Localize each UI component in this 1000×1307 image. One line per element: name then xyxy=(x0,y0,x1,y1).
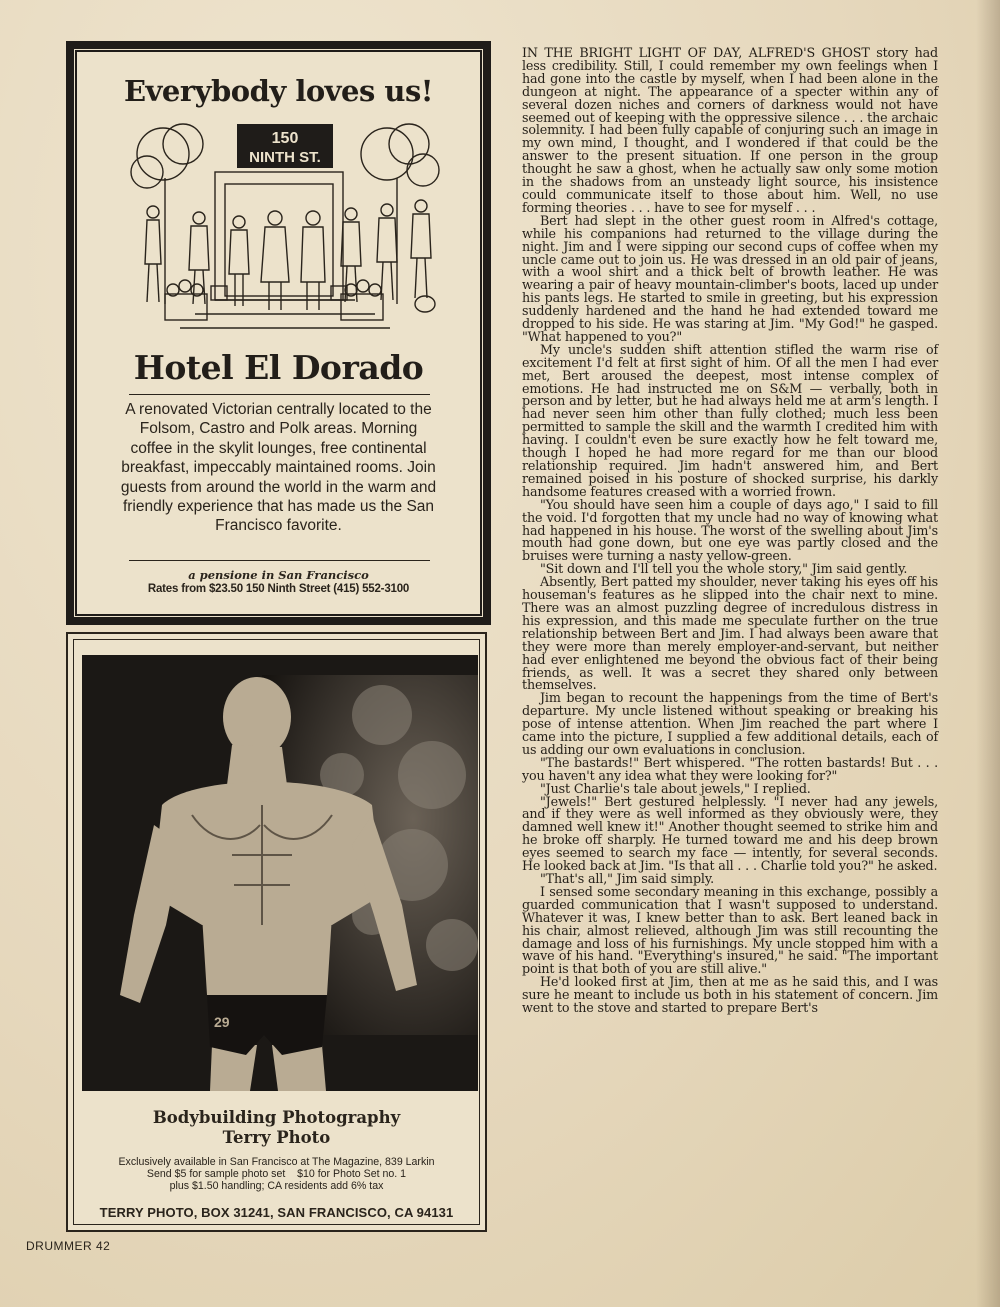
page-edge-shadow xyxy=(976,0,1000,1307)
photo-ad-frame xyxy=(73,639,480,1225)
hotel-description: A renovated Victorian centrally located to the Folsom, Castro and Polk areas. Morning coffee in the skylit lounges, free continental breakfast, impeccably maintained rooms. Join guests from around the world in the warm and friendly experience that has made us the San Francisco favorite. xyxy=(120,401,437,535)
hotel-ad-divider-lower xyxy=(129,560,430,561)
article-paragraph: "Just Charlie's tale about jewels," I replied. xyxy=(540,780,811,796)
hotel-rates: Rates from $23.50 150 Ninth Street (415) 552-3100 xyxy=(147,583,410,595)
photo-ad-info xyxy=(78,1156,475,1193)
article-paragraph: Jim began to recount the happenings from the time of Bert's departure. My uncle listened without speaking or breaking his pose of intense attention. When Jim reached the part where I came into the picture, I supplied a few additional details, each of us adding our own evaluations in conclusion. xyxy=(522,690,938,757)
article-paragraph: "That's all," Jim said simply. xyxy=(540,871,715,886)
bodybuilder-photo xyxy=(82,655,478,1091)
article-paragraph: I sensed some secondary meaning in this exchange, possibly a guarded communication that I wasn't supposed to understand. Whatever it was, I knew better than to ask. Bert leaned back in his chair, almost relieved, although Jim was still recounting the damage and loss of his furnishings. My uncle stopped him with a wave of his hand. "Everything's insured," he said. "The important point is that both of you are still alive." xyxy=(522,883,938,977)
photo-ad-address: TERRY PHOTO, BOX 31241, SAN FRANCISCO, CA 94131 xyxy=(99,1205,454,1220)
hotel-tagline: a pensione in San Francisco xyxy=(188,568,369,582)
article-paragraph: "You should have seen him a couple of days ago," I said to fill the void. I'd forgotten that my uncle had no way of knowing what had happened in his house. The worst of the swelling about Jim's mouth had gone down, but one eye was partly closed and the bruises were turning a nasty yellow-green. xyxy=(522,496,938,564)
article-paragraph: IN THE BRIGHT LIGHT OF DAY, ALFRED'S GHOST story had less credibility. Still, I could remember my own feelings when I had gone into the castle by myself, when I had been alone in the dungeon at night. The appearance of a specter within any of several dozen niches and corners of darkness would not have seemed out of keeping with the oppressive silence . . . the archaic solemnity. I had been fully capable of conjuring such an image in my own mind, I thought, and I wondered if that could be the answer to the present situation. If one person in the group thought he saw a ghost, when he actually saw only some motion in the shadows from an unsteady light source, his insistence could communicate itself to those about him. Well, no use forming theories . . . have to see for myself . . . xyxy=(522,45,938,215)
page-footer: DRUMMER 42 xyxy=(26,1239,111,1253)
article-paragraph: "Jewels!" Bert gestured helplessly. "I never had any jewels, and if they were as well informed as they obviously were, they damned well knew it!" Another thought seemed to strike him and he broke off sharply. He turned toward me and his deep brown eyes seemed to search my face — intently, for several seconds. He looked back at Jim. "Is that all . . . Charlie told you?" he asked. xyxy=(522,793,938,874)
article-paragraph: My uncle's sudden shift attention stifled the warm rise of excitement I'd felt at first sight of him. Of all the men I had ever met, Bert aroused the deepest, most intense complex of emotions. He had instructed me on S&M — verbally, both in person and by letter, but he had always held me at arm's length. I had never seen him other than fully clothed; much less been permitted to sample the skill and the warmth I credited him with having. I couldn't even be sure exactly how he felt toward me, though I hoped he had more regard for me than our blood relationship required. Jim hadn't answered him, and Bert remained poised in his posture of shocked surprise, his darkly handsome features creased with a worried frown. xyxy=(522,341,938,499)
article-paragraph: Bert had slept in the other guest room in Alfred's cottage, while his companions had returned to the village during the night. Jim and I were sipping our second cups of coffee when my uncle came out to join us. He was dressed in an old pair of jeans, with a wool shirt and a thick belt of browth leather. He was wearing a pair of heavy mountain-climber's boots, laced up under his pants legs. He started to smile in greeting, but his expression suddenly hardened and the hand he had extended toward me dropped to his side. He was staring at Jim. "My God!" he gasped. "What happened to you?" xyxy=(522,212,938,344)
photo-ad-title-line2: Terry Photo xyxy=(222,1128,331,1147)
article-paragraph: "Sit down and I'll tell you the whole story," Jim said gently. xyxy=(540,561,908,577)
article-paragraph: Absently, Bert patted my shoulder, never taking his eyes off his houseman's features as he slipped into the chair next to mine. There was an almost puzzling degree of incredulous distress in his expression, and this made me speculate further on the true relationship between Bert and Jim. I had always been aware that they were more than merely employer-and-servant, but neither had ever enlightened me beyond the obvious fact of their being friends, as well. It was a secret they shared only between themselves. xyxy=(522,574,938,693)
photo-ad-info-line3: plus $1.50 handling; CA residents add 6% tax xyxy=(169,1180,384,1193)
photo-ad-title-line1: Bodybuilding Photography xyxy=(152,1108,401,1127)
hotel-ad-divider xyxy=(129,394,430,395)
article-paragraph: "The bastards!" Bert whispered. "The rotten bastards! But . . . you haven't any idea what they were looking for?" xyxy=(522,754,938,783)
photo-ad-info-line2: Send $5 for sample photo set $10 for Photo Set no. 1 xyxy=(146,1168,407,1181)
hotel-entrance-illustration xyxy=(125,114,445,342)
hotel-sign-number: 150 xyxy=(271,130,299,147)
hotel-ad xyxy=(66,41,491,625)
photo-ad-title xyxy=(74,1108,479,1148)
hotel-sign-street: NINTH ST. xyxy=(249,149,321,166)
photo-ad-info-line1: Exclusively available in San Francisco at The Magazine, 839 Larkin xyxy=(118,1156,435,1168)
photo-ad xyxy=(66,632,487,1232)
article-paragraph: He'd looked first at Jim, then at me as he said this, and I was sure he meant to include us both in his statement of concern. Jim went to the stove and started to prepare Bert's xyxy=(522,974,938,1016)
hotel-ad-panel xyxy=(75,50,482,616)
article-column xyxy=(522,47,938,1015)
trunks-number: 29 xyxy=(214,1014,230,1030)
hotel-name: Hotel El Dorado xyxy=(133,348,424,387)
hotel-ad-headline: Everybody loves us! xyxy=(123,74,434,108)
